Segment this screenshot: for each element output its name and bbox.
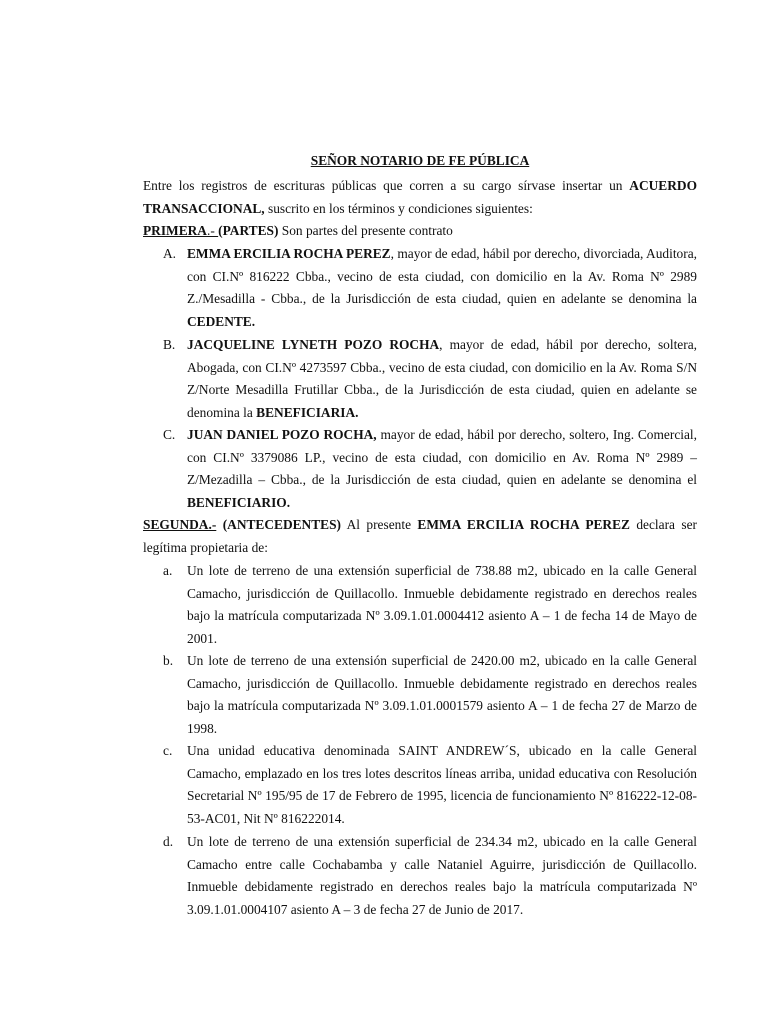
property-description: Una unidad educativa denominada SAINT ANDREW´S, ubicado en la calle General Camacho, emplazado en los tres lotes descritos líneas arriba, unidad educativa con Resolución Secretarial Nº 195/95 de 17 de Febrero de 1995, licencia de funcionamiento Nº 816222-12-08-53-AC01, Nit Nº 816222014.	[187, 743, 697, 827]
party-name: EMMA ERCILIA ROCHA PEREZ	[187, 246, 391, 261]
party-role: BENEFICIARIA.	[256, 405, 359, 421]
party-item	[163, 334, 697, 425]
segunda-text: Al presente	[341, 517, 418, 532]
primera-heading-line	[143, 220, 697, 243]
document-title: SEÑOR NOTARIO DE FE PÚBLICA	[310, 153, 530, 168]
party-item	[163, 243, 697, 334]
intro-text: Entre los registros de escrituras públicas que corren a su cargo sírvase insertar un	[143, 178, 623, 193]
primera-subheading: (PARTES)	[218, 223, 279, 238]
property-description: Un lote de terreno de una extensión superficial de 738.88 m2, ubicado en la calle General Camacho, jurisdicción de Quillacollo. Inmueble debidamente registrado en derechos reales bajo la matrícula computarizada Nº 3.09.1.01.0004412 asiento A – 1 de fecha 14 de Mayo de 2001.	[187, 563, 697, 647]
party-role: CEDENTE.	[187, 314, 256, 330]
property-item	[163, 560, 697, 651]
party-name: JUAN DANIEL POZO ROCHA,	[187, 427, 377, 442]
segunda-text-end: declara ser legítima propietaria de:	[143, 517, 697, 555]
list-marker: d.	[163, 834, 174, 849]
list-marker: A.	[163, 246, 177, 261]
property-item	[163, 740, 697, 831]
property-item	[163, 831, 697, 922]
segunda-heading: SEGUNDA.-	[143, 517, 217, 532]
primera-text: Son partes del presente contrato	[278, 223, 453, 238]
segunda-subheading: (ANTECEDENTES)	[222, 517, 341, 532]
property-description: Un lote de terreno de una extensión superficial de 2420.00 m2, ubicado en la calle General Camacho, jurisdicción de Quillacollo. Inmueble debidamente registrado en derechos reales bajo la matrícula computarizada Nº 3.09.1.01.0001579 asiento A – 1 de fecha 27 de Marzo de 1998.	[187, 653, 697, 737]
property-item	[163, 650, 697, 741]
property-description: Un lote de terreno de una extensión superficial de 234.34 m2, ubicado en la calle General Camacho entre calle Cochabamba y calle Nataniel Aguirre, jurisdicción de Quillacollo. Inmueble debidamente registrado en derechos reales bajo la matrícula computarizada Nº 3.09.1.01.0004107 asiento A – 3 de fecha 27 de Junio de 2017.	[187, 834, 697, 918]
party-item	[163, 424, 697, 515]
list-marker: C.	[163, 427, 176, 442]
owner-name: EMMA ERCILIA ROCHA PEREZ	[417, 517, 630, 532]
party-name: JACQUELINE LYNETH POZO ROCHA	[187, 337, 440, 352]
list-marker: b.	[163, 653, 174, 668]
list-marker: a.	[163, 563, 173, 578]
segunda-paragraph	[143, 514, 697, 559]
party-role: BENEFICIARIO.	[187, 495, 291, 511]
list-marker: B.	[163, 337, 176, 352]
primera-heading: PRIMERA	[143, 223, 207, 238]
intro-text-end: suscrito en los términos y condiciones siguientes:	[264, 200, 533, 216]
agreement-name: ACUERDO TRANSACCIONAL,	[143, 178, 697, 216]
party-description: , mayor de edad, hábil por derecho, divorciada, Auditora, con CI.Nº 816222 Cbba., vecino de esta ciudad, con domicilio en la Av. Roma Nº 2989 Z./Mesadilla - Cbba., de la Jurisdicción de esta ciudad, quien en adelante se denomina la	[187, 246, 697, 307]
party-description: mayor de edad, hábil por derecho, soltero, Ing. Comercial, con CI.Nº 3379086 LP., vecino de esta ciudad, con domicilio en Av. Roma Nº 2989 – Z/Mezadilla – Cbba., de la Jurisdicción de esta ciudad, quien en adelante se denomina el	[187, 427, 697, 488]
intro-paragraph	[143, 175, 697, 220]
party-description: , mayor de edad, hábil por derecho, soltera, Abogada, con CI.Nº 4273597 Cbba., vecino de esta ciudad, con domicilio en la Av. Roma S/N Z/Norte Mesadilla Frutillar Cbba., de la Jurisdicción de esta ciudad, quien en adelante se denomina la	[187, 337, 697, 421]
primera-dash: .-	[206, 223, 219, 238]
list-marker: c.	[163, 743, 173, 758]
